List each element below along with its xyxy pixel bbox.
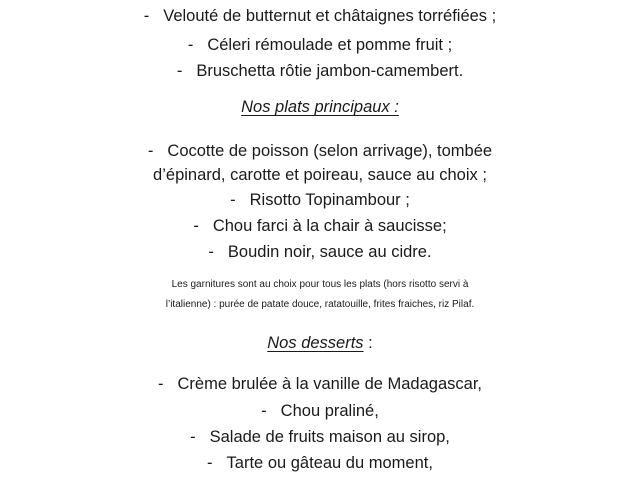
main-item-continuation: d’épinard, carotte et poireau, sauce au choix ; [153, 166, 487, 184]
dash-bullet: - [176, 62, 183, 80]
dash-bullet: - [193, 217, 199, 235]
mains-heading: Nos plats principaux : [241, 98, 399, 116]
dash-bullet: - [187, 36, 194, 54]
dash-bullet: - [230, 191, 236, 209]
starter-item: - Céleri rémoulade et pomme fruit ; [187, 36, 453, 54]
garnish-note-line: l’italienne) : purée de patate douce, ratatouille, frites fraiches, riz Pilaf. [165, 299, 475, 310]
dash-bullet: - [207, 454, 213, 472]
main-item: - Risotto Topinambour ; [230, 191, 410, 209]
garnish-note-line: Les garnitures sont au choix pour tous les plats (hors risotto servi à [171, 279, 469, 290]
dash-bullet: - [157, 375, 164, 393]
dash-bullet: - [261, 402, 267, 420]
dessert-item: - Tarte ou gâteau du moment, [207, 454, 433, 472]
dessert-item: - Salade de fruits maison au sirop, [190, 428, 450, 446]
dash-bullet: - [143, 7, 150, 25]
dash-bullet: - [147, 142, 154, 160]
desserts-heading: Nos desserts [267, 334, 364, 352]
desserts-heading-line [0, 332, 640, 354]
starter-item: - Velouté de butternut et châtaignes torréfiées ; [143, 7, 497, 25]
dessert-item: - Crème brulée à la vanille de Madagascar, [157, 375, 482, 393]
main-item: - Cocotte de poisson (selon arrivage), tombée [147, 142, 493, 160]
dessert-item: - Chou praliné, [261, 402, 379, 420]
desserts-heading-colon: : [363, 334, 373, 352]
starter-item: - Bruschetta rôtie jambon-camembert. [176, 62, 464, 80]
dash-bullet: - [208, 243, 214, 261]
main-item: - Chou farci à la chair à saucisse; [193, 217, 447, 235]
dash-bullet: - [190, 428, 196, 446]
main-item: - Boudin noir, sauce au cidre. [208, 243, 432, 261]
mains-heading-line [0, 96, 640, 118]
